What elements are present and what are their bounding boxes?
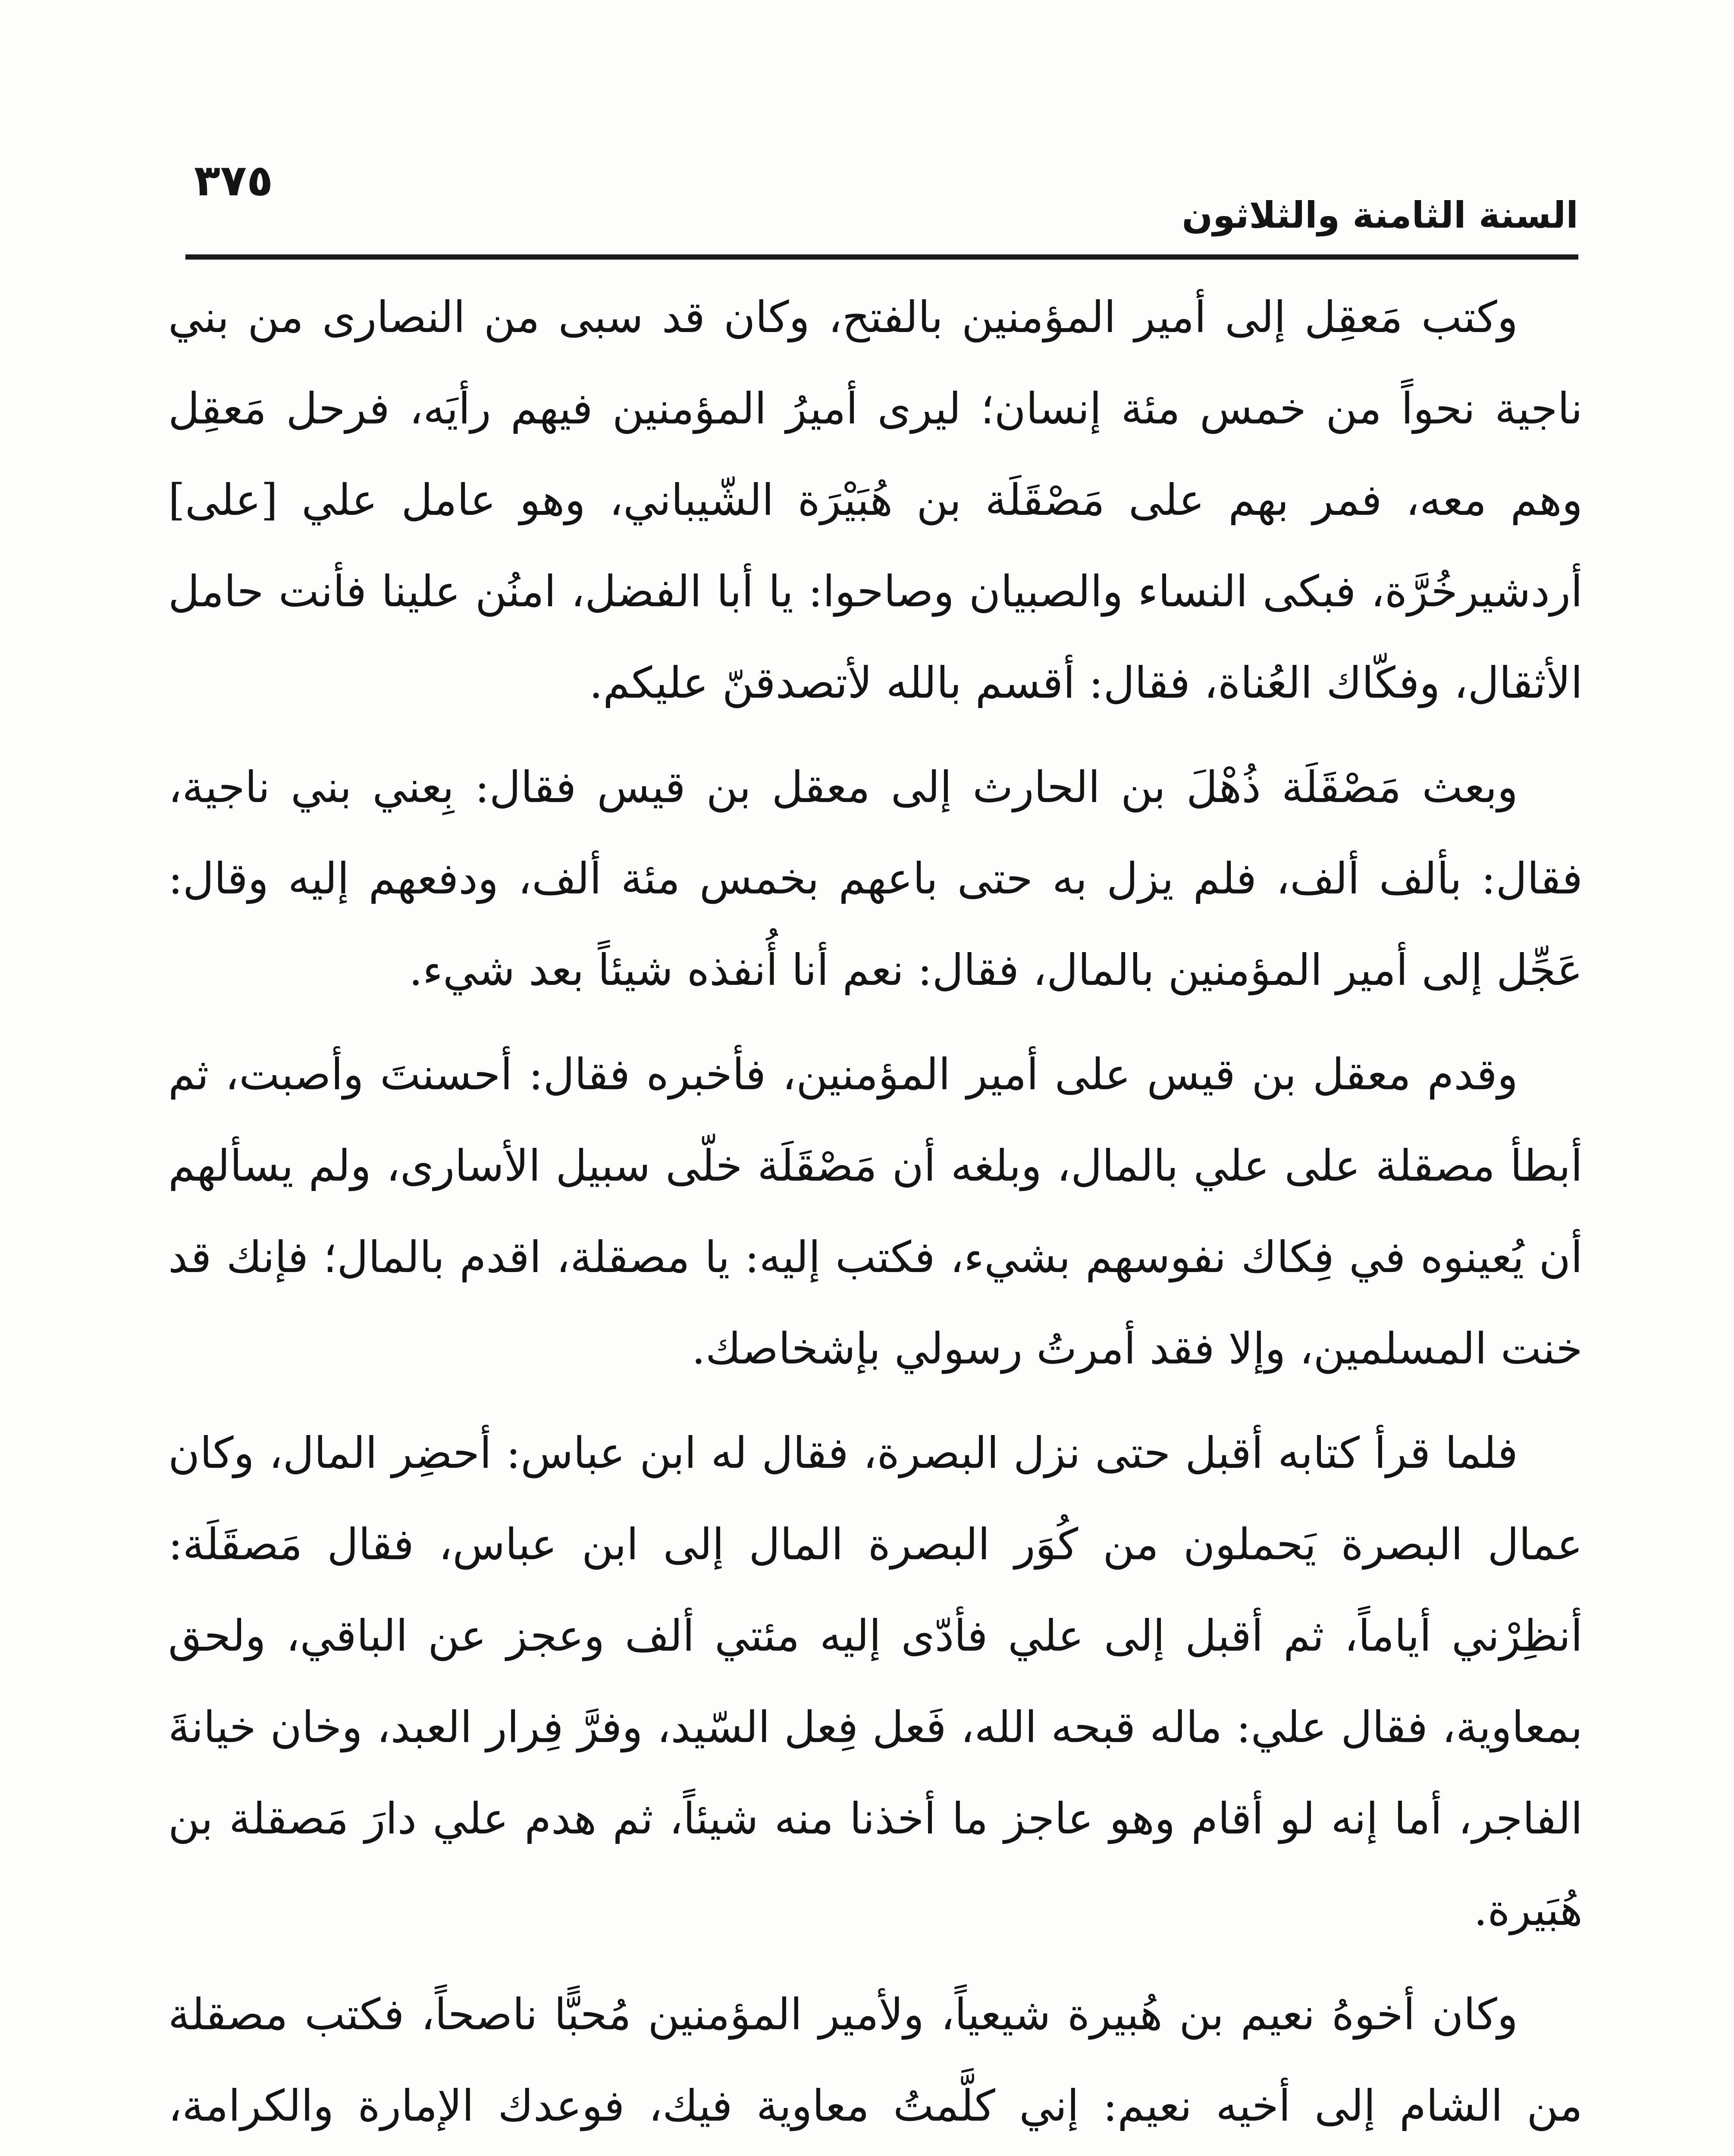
main-text	[168, 272, 1583, 2156]
paragraph: وقدم معقل بن قيس على أمير المؤمنين، فأخبره فقال: أحسنتَ وأصبت، ثم أبطأ مصقلة على علي بالمال، وبلغه أن مَصْقَلَة خلّى سبيل الأسارى، ولم يسألهم أن يُعينوه في فِكاك نفوسهم بشيء، فكتب إليه: يا مصقلة، اقدم بالمال؛ فإنك قد خنت المسلمين، وإلا فقد أمرتُ رسولي بإشخاصك.	[168, 1049, 1583, 1374]
running-title: السنة الثامنة والثلاثون	[1182, 194, 1578, 236]
paragraph: فلما قرأ كتابه أقبل حتى نزل البصرة، فقال له ابن عباس: أحضِر المال، وكان عمال البصرة يَحملون من كُوَر البصرة المال إلى ابن عباس، فقال مَصقَلَة: أنظِرْني أياماً، ثم أقبل إلى علي فأدّى إليه مئتي ألف وعجز عن الباقي، ولحق بمعاوية، فقال علي: ماله قبحه الله، فَعل فِعل السّيد، وفرَّ فِرار العبد، وخان خيانةَ الفاجر، أما إنه لو أقام وهو عاجز ما أخذنا منه شيئاً، ثم هدم علي دارَ مَصقلة بن هُبَيرة.	[168, 1428, 1583, 1935]
page-header	[185, 142, 1578, 254]
header-rule	[185, 254, 1578, 260]
paragraph-text: وكان أخوهُ نعيم بن هُبيرة شيعياً، ولأمير المؤمنين مُحبًّا ناصحاً، فكتب مصقلة من الشام إلى أخيه نعيم: إني كلَّمتُ معاوية فيك، فوعدك الإمارة والكرامة،	[168, 1989, 1583, 2131]
page-number: ٣٧٥	[194, 155, 273, 206]
paragraph	[168, 1969, 1583, 2156]
paragraph: وبعث مَصْقَلَة ذُهْلَ بن الحارث إلى معقل بن قيس فقال: بِعني بني ناجية، فقال: بألف ألف، فلم يزل به حتى باعهم بخمس مئة ألف، ودفعهم إليه وقال: عَجِّل إلى أمير المؤمنين بالمال، فقال: نعم أنا أُنفذه شيئاً بعد شيء.	[168, 762, 1583, 995]
paragraph: وكتب مَعقِل إلى أمير المؤمنين بالفتح، وكان قد سبى من النصارى من بني ناجية نحواً من خمس مئة إنسان؛ ليرى أميرُ المؤمنين فيهم رأيَه، فرحل مَعقِل وهم معه، فمر بهم على مَصْقَلَة بن هُبَيْرَة الشّيباني، وهو عامل علي [على] أردشيرخُرَّة، فبكى النساء والصبيان وصاحوا: يا أبا الفضل، امنُن علينا فأنت حامل الأثقال، وفكّاك العُناة، فقال: أقسم بالله لأتصدقنّ عليكم.	[168, 292, 1583, 708]
